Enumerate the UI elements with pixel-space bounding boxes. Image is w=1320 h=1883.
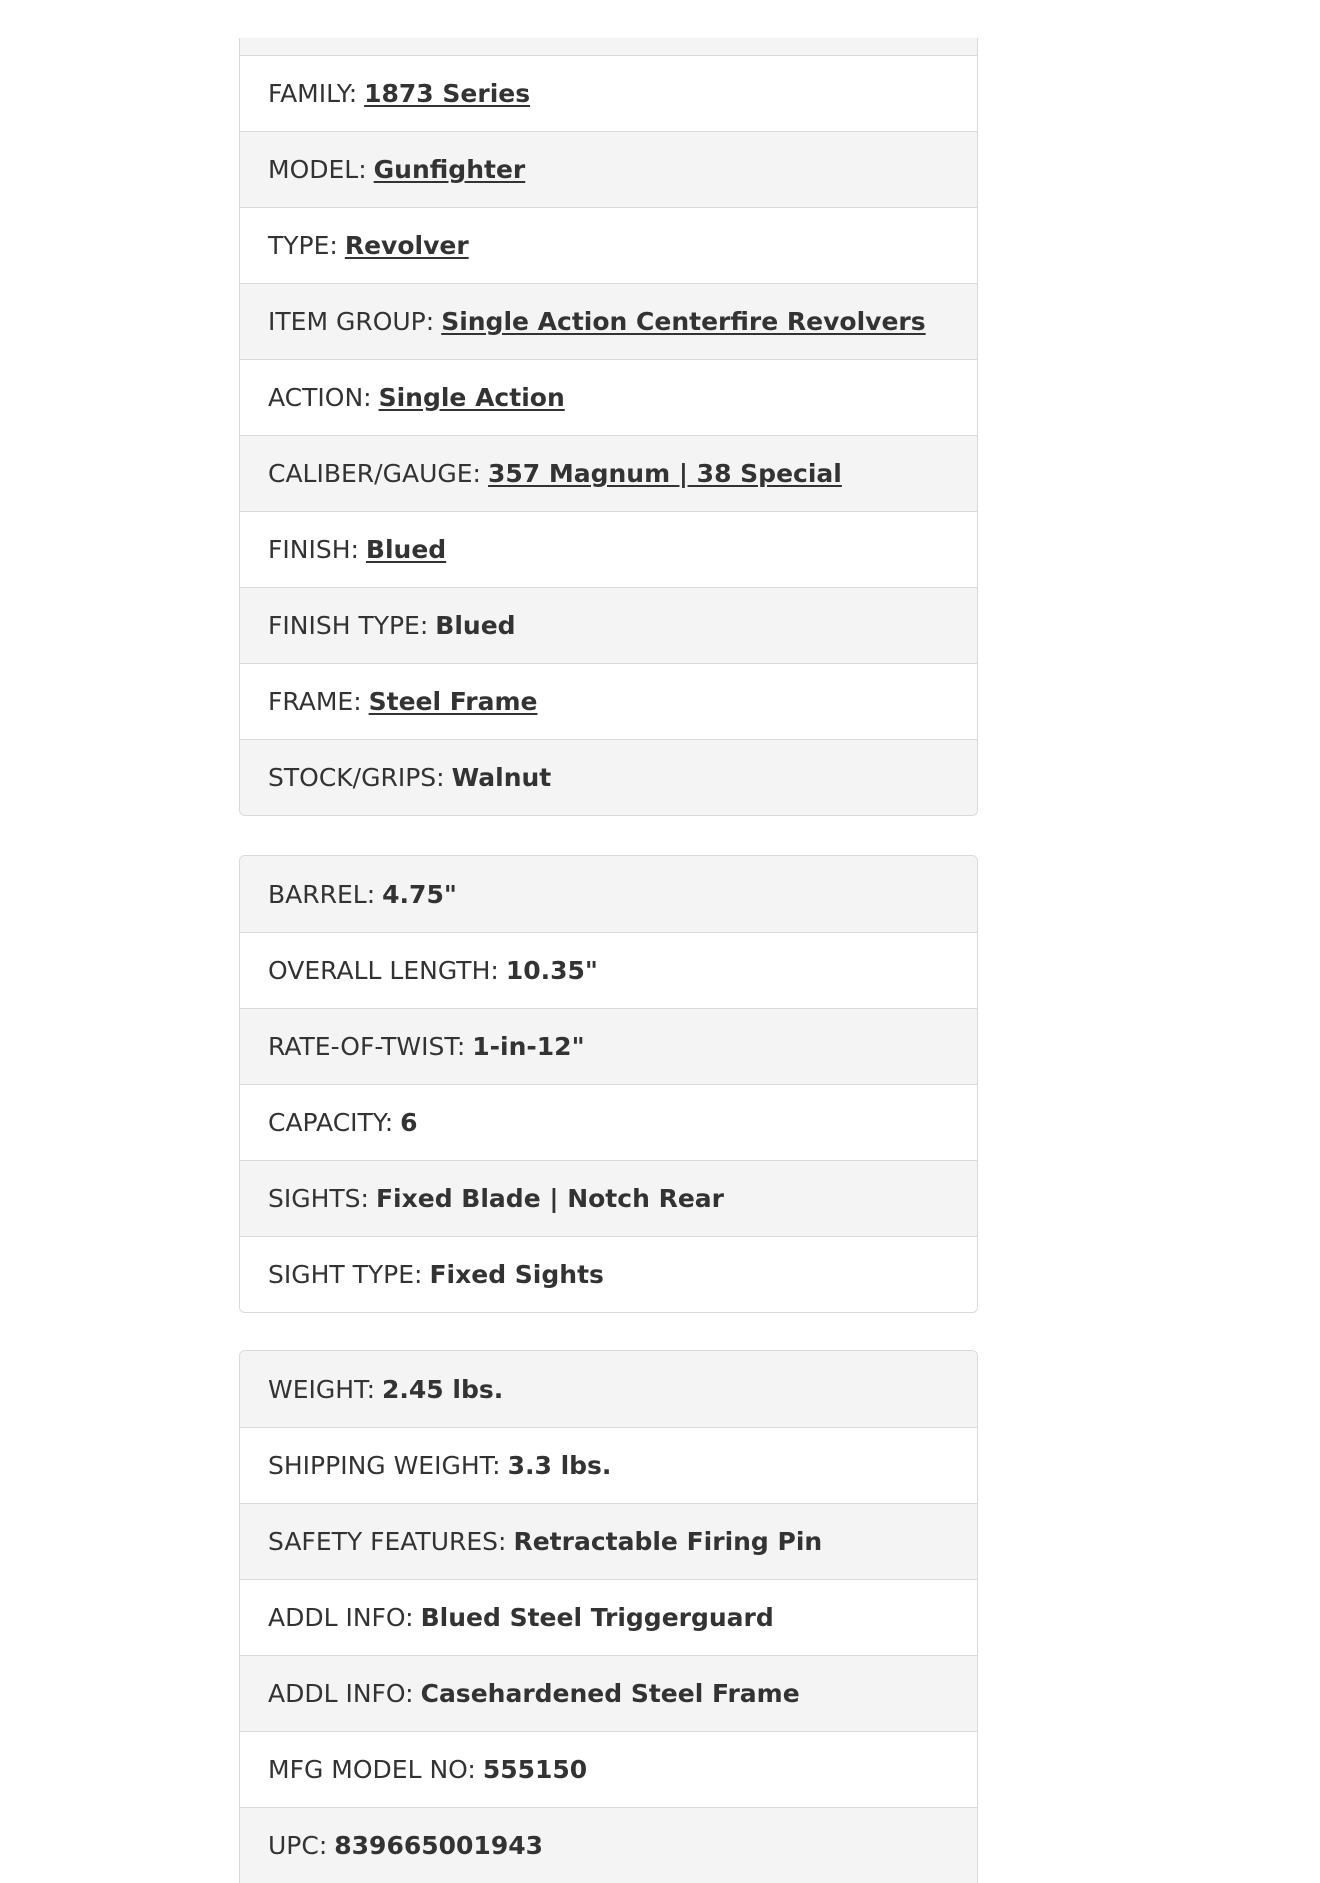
- type-link[interactable]: Revolver: [344, 231, 469, 260]
- spec-value: 6: [400, 1108, 418, 1137]
- spec-label: TYPE:: [268, 231, 338, 260]
- spec-value: Fixed Sights: [429, 1260, 604, 1289]
- spec-label: RATE-OF-TWIST:: [268, 1032, 466, 1061]
- spec-row-capacity: [240, 1084, 977, 1160]
- spec-value: Blued Steel Triggerguard: [420, 1603, 774, 1632]
- spec-label: SHIPPING WEIGHT:: [268, 1451, 501, 1480]
- spec-label: UPC:: [268, 1831, 328, 1860]
- family-link[interactable]: 1873 Series: [364, 79, 531, 108]
- spec-label: FAMILY:: [268, 79, 358, 108]
- spec-group-classification: [239, 55, 978, 816]
- finish-link[interactable]: Blued: [365, 535, 447, 564]
- spec-value: 3.3 lbs.: [507, 1451, 612, 1480]
- spec-row-sight-type: [240, 1236, 977, 1312]
- spec-label: CAPACITY:: [268, 1108, 394, 1137]
- spec-row-shipping-weight: [240, 1427, 977, 1503]
- spec-row-addl-info-1: [240, 1579, 977, 1655]
- spec-row-item-group: [240, 283, 977, 359]
- spec-group-misc: [239, 1350, 978, 1883]
- spec-value: 839665001943: [334, 1831, 544, 1860]
- spec-row-stock-grips: [240, 739, 977, 815]
- spec-value: 2.45 lbs.: [382, 1374, 504, 1404]
- spec-label: FINISH:: [268, 535, 359, 564]
- spec-label: ADDL INFO:: [268, 1679, 414, 1708]
- spec-row-rate-of-twist: [240, 1008, 977, 1084]
- spec-label: MODEL:: [268, 155, 367, 184]
- spec-value: Casehardened Steel Frame: [420, 1679, 800, 1708]
- spec-group-dimensions: [239, 855, 978, 1313]
- caliber-link[interactable]: 357 Magnum | 38 Special: [487, 459, 842, 488]
- spec-value: 4.75": [382, 879, 457, 909]
- spec-row-finish: [240, 511, 977, 587]
- item-group-link[interactable]: Single Action Centerfire Revolvers: [441, 307, 926, 336]
- spec-label: ADDL INFO:: [268, 1603, 414, 1632]
- spec-label: SIGHT TYPE:: [268, 1260, 423, 1289]
- spec-row-frame: [240, 663, 977, 739]
- spec-row-overall-length: [240, 932, 977, 1008]
- spec-label: SAFETY FEATURES:: [268, 1527, 507, 1556]
- spec-label: OVERALL LENGTH:: [268, 956, 499, 985]
- action-link[interactable]: Single Action: [378, 383, 565, 412]
- spec-label: STOCK/GRIPS:: [268, 763, 445, 792]
- spec-value: 1-in-12": [472, 1032, 585, 1061]
- spec-row-caliber: [240, 435, 977, 511]
- spec-value: Walnut: [451, 763, 552, 792]
- spec-label: ITEM GROUP:: [268, 307, 435, 336]
- previous-row-remnant: [239, 38, 978, 56]
- spec-row-sights: [240, 1160, 977, 1236]
- spec-label: MFG MODEL NO:: [268, 1755, 476, 1784]
- spec-row-family: [240, 55, 977, 131]
- spec-row-safety-features: [240, 1503, 977, 1579]
- spec-value: Retractable Firing Pin: [513, 1527, 823, 1556]
- spec-label: FINISH TYPE:: [268, 611, 429, 640]
- spec-value: Fixed Blade | Notch Rear: [375, 1184, 724, 1213]
- spec-row-action: [240, 359, 977, 435]
- spec-label: BARREL:: [268, 879, 376, 909]
- spec-row-weight: [240, 1351, 977, 1427]
- spec-value: Blued: [435, 611, 516, 640]
- spec-label: SIGHTS:: [268, 1184, 369, 1213]
- spec-label: WEIGHT:: [268, 1374, 376, 1404]
- spec-row-barrel: [240, 856, 977, 932]
- spec-value: 555150: [482, 1755, 588, 1784]
- spec-row-finish-type: [240, 587, 977, 663]
- spec-row-addl-info-2: [240, 1655, 977, 1731]
- spec-row-model: [240, 131, 977, 207]
- spec-label: FRAME:: [268, 687, 362, 716]
- frame-link[interactable]: Steel Frame: [368, 687, 538, 716]
- spec-row-upc: [240, 1807, 977, 1883]
- spec-label: CALIBER/GAUGE:: [268, 459, 481, 488]
- spec-label: ACTION:: [268, 383, 372, 412]
- model-link[interactable]: Gunfighter: [373, 155, 526, 184]
- spec-row-mfg-model-no: [240, 1731, 977, 1807]
- spec-row-type: [240, 207, 977, 283]
- spec-value: 10.35": [505, 956, 598, 985]
